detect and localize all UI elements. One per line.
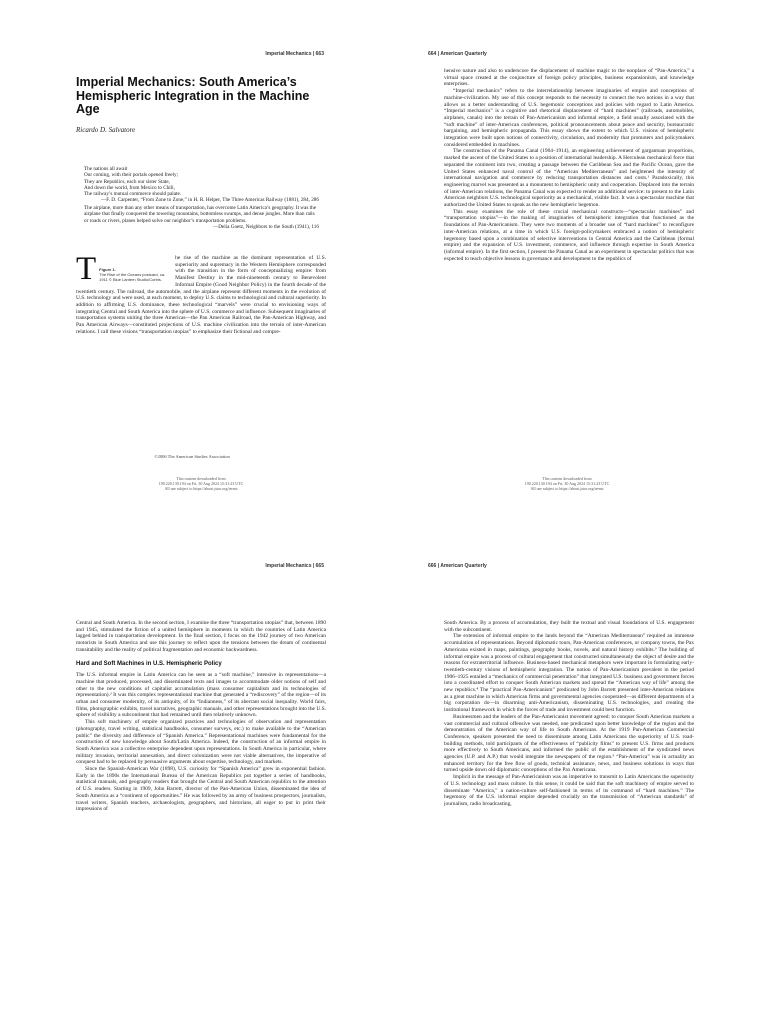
body-text	[444, 620, 694, 1024]
footer-line: All use subject to https://about.jstor.org/terms	[164, 485, 238, 491]
running-head: Imperial Mechanics | 663	[265, 51, 324, 57]
body-paragraph: South America. By a process of accumulation, they built the textual and visual foundations of U.S. engagement with the subcontinent.	[444, 620, 694, 633]
running-head: Imperial Mechanics | 665	[265, 563, 324, 569]
body-text	[444, 68, 694, 446]
epigraph-line: The nations all await	[84, 166, 128, 172]
article-title: Imperial Mechanics: South America’s Hemispheric Integration in the Machine Age	[76, 75, 310, 116]
body-paragraph: he rise of the machine as the dominant representation of U.S. superiority and supremacy in the Western Hemisphere corresponded with the transition in the form of conceptualizing empire: from Manifest Destiny in the mid-nineteenth century to Benevolent Informal Empire (Good Neighbor Policy) in the fourth decade of the twentieth century. The railroad, the automobile, and the airplane represent different moments in the evolution of U.S. technology and were used, at each moment, to deploy U.S. claims to technological and cultural superiority. In addition to affirming U.S. dominance, these technological “marvels” were crucial to envisioning ways of integrating Central and South America into the sphere of U.S. commerce and influence. Subsequent imaginaries of transportation systems uniting the three Americas—the Pan American Railroad, the Pan-American Highway, and Pan American Airways—constituted projections of U.S. machine civilization into the terrain of inter-American relations. I call these visions “transportation utopias” to emphasize their fictional and compre-	[76, 255, 326, 335]
epigraph-line: Our coming, with their portals opened freely;	[84, 172, 179, 179]
epigraph-text: The airplane, more than any other means of transportation, has overcome Latin America’s geography. It was the airplane that finally conquered the towering mountains, bottomless swamps, and dense jungles. More than rails or roads or rivers, planes helped solve our neighbor’s transportation problems.	[84, 205, 317, 224]
epigraph-line: The railway’s mutual commerce should palate.	[84, 191, 182, 198]
jstor-footer	[131, 477, 271, 491]
epigraph-line: And down the world, from Mexico to Chili,	[84, 184, 175, 191]
body-paragraph: Implicit in the message of Pan-Americanism was an imperative to transmit to Latin Americans the superiority of U.S. technology and mass culture. In this sense, it could be said that the soft machinery of empire served to disseminate “America,” a nation-culture self-fashioned in terms of its command of “hard machines.” The hegemony of the U.S. informal empire depended crucially on the transmission of “American standards” of journalism, radio broadcasting,	[444, 774, 694, 807]
epigraph-poem	[84, 166, 319, 204]
body-paragraph: This soft machinery of empire organized practices and technologies of observation and representation (photography, travel writing, statistical handbooks, consumer surveys, etc.) to make available to the “American public” the diversity and difference of “Spanish America.” Representational machines were fundamental for the construction of new knowledge about South/Latin America. Indeed, the construction of an informal empire in South America was a collective enterprise dependent upon representations. In South America in particular, where military invasion, territorial annexation, and direct colonization were not viable alternatives, the imperative of conquest had to be replaced by persuasive arguments about expertise, technology, and markets.	[76, 719, 326, 766]
page-666	[384, 512, 768, 1024]
body-paragraph: The U.S. informal empire in Latin America can be seen as a “soft machine,” intensive in representations—a machine that produced, processed, and disseminated texts and images to accommodate older notions of self and other to the new conditions of capitalist accumulation (mass consumer capitalism and its technologies of representation).² It was this complex representational machine that generated a “rediscovery” of the region—of its urban and consumer modernity, of its antiquity, of its “Indianness,” of its aberrant social inequality. World fairs, films, photographic exhibits, travel narratives, geographic manuals, and other representations brought into the U.S. sphere of visibility a subcontinent that had remained until then relatively unknown.	[76, 672, 326, 719]
article-author: Ricardo D. Salvatore	[76, 126, 136, 134]
page-665	[0, 512, 384, 1024]
footer-line: All use subject to https://about.jstor.org/terms	[530, 485, 604, 491]
page-664	[384, 0, 768, 512]
body-paragraph: Since the Spanish-American War (1898), U.S. curiosity for “Spanish America” grew in exponential fashion. Early in the 1890s the International Bureau of the American Republics put together a series of handbooks, statistical manuals, and geography readers that brought the Central and South American republics to the attention of U.S. readers. Starting in 1909, John Barrett, director of the Pan-American Union, disseminated the idea of South America as a “continent of opportunities.” He was followed by an army of business prospectors, journalists, travel writers, Spanish teachers, archaeologists, geographers, and historians, all eager to put in print their impressions of	[76, 766, 326, 813]
body-text	[76, 620, 326, 1024]
drop-cap: T	[76, 255, 97, 287]
running-head: 666 | American Quarterly	[428, 563, 487, 569]
body-paragraph: This essay examines the role of these crucial mechanical constructs—“spectacular machines” and “transportation utopias”—in the making of imaginaries of hemispheric integration that functioned as the foundations of Pan-Americanism. They were two moments of a broader use of “hard machines” to reconfigure inter-American relations, at a time in which U.S. foreign-policymakers embraced a notion of hemispheric hegemony based upon a combination of selective interventions in Central America and the Caribbean (formal empire) and the expansion of U.S. investment, commerce, and influence through expertise in South America (informal empire). In the first section, I present the Panama Canal as an experiment in spectacular politics that was expected to teach objective lessons in governance and development to the republics of	[444, 208, 694, 262]
running-head: 664 | American Quarterly	[428, 51, 487, 57]
body-paragraph: Central and South America. In the second section, I examine the three “transportation utopias” that, between 1890 and 1945, stimulated the fiction of a united hemisphere in moments in which the countries of Latin America lagged behind in transportation development. In the final section, I focus on the 1942 journey of two American motorists in South America and use this journey to reflect upon the tensions between the dream of continental transitability and the reality of political fragmentation and economic backwardness.	[76, 620, 326, 653]
footer-line: 190.220.130.194 on Fri, 30 Aug 2024 15:31:23 UTC	[524, 480, 610, 486]
figure-caption-text: The Rise of the Oceans postcard, ca. 1911 © Blue Lantern Studio/Corbis.	[99, 272, 166, 282]
footer-line: This content downloaded from	[176, 476, 226, 481]
section-heading: Hard and Soft Machines in U.S. Hemispheric Policy	[76, 660, 222, 667]
jstor-footer	[497, 477, 637, 491]
body-paragraph: “Imperial mechanics” refers to the interrelationship between imaginaries of empire and conceptions of machine-civilization. My use of this concept responds to the necessity to connect the two notions in a way that allows us a better understanding of U.S. hegemonic conceptions and policies with regard to Latin America. “Imperial mechanics” is a cognitive and rhetorical displacement of “hard machines” (railroads, automobiles, airplanes, canals) into the terrain of Pan-Americanism and informal empire, a field usually associated with the “soft machine” of inter-American conferences, political pronouncements about peace and security, bureaucratic bargaining, and hemispheric propaganda. This essay shows the extent to which U.S. visions of hemispheric integration were built upon notions of connectivity, circulation, and modernity that promoters and policymakers considered embedded in machines.	[444, 88, 694, 148]
page-663	[0, 0, 384, 512]
epigraph-attribution: —Delia Goetz, Neighbors to the South (1941), 116	[213, 223, 319, 230]
epigraph-line: They are Republics, each our sister State,	[84, 178, 170, 185]
copyright: ©2006 The American Studies Association	[154, 454, 230, 459]
figure-label: Figure 1.	[99, 267, 116, 272]
footer-line: This content downloaded from	[542, 476, 592, 481]
epigraph-prose	[84, 205, 319, 230]
figure-caption	[99, 267, 169, 282]
body-paragraph: hensive nature and also to underscore the displacement of machine magic to the nonplace of “Pan-America,” a virtual space created at the conjuncture of foreign policy principles, business expansionism, and knowledge enterprises.	[444, 68, 694, 88]
footer-line: 190.220.130.194 on Fri, 30 Aug 2024 15:31:23 UTC	[158, 480, 244, 486]
body-paragraph: The extension of informal empire to the lands beyond the “American Mediterranean” required an immense accumulation of representations. Beyond diplomatic tours, Pan-American conferences, or company towns, the Pax Americana existed in maps, paintings, geography books, novels, and natural history exhibits.³ The building of informal empire was a process of cultural engagement that constructed simultaneously the object of desire and the reasons for extraterritorial influence. Business-based mechanical metaphors were important in formulating early-twentieth-century visions of hemispheric integration. The notion of Pan-Americanism prevalent in the period 1906–1925 entailed a “mechanics of commercial penetration” that integrated U.S. business and government forces into a coordinated effort to conquer South American markets and spread the “American way of life” among the new republics.⁴ The “practical Pan-Americanism” predicated by John Barrett presented inter-American relations as a great machine in which American firms and governmental agencies cooperated—as different departments of a big corporation do—in disarming anti-Americanism, disseminating U.S. technologies, and creating the institutional framework in which the forces of trade and investment could best function.	[444, 633, 694, 714]
body-text	[76, 255, 326, 420]
body-paragraph: The construction of the Panama Canal (1904–1914), an engineering achievement of gargantuan proportions, marked the ascent of the United States to a position of international leadership. A Herculean mechanical force that separated the continent into two, creating a passage between the Caribbean Sea and the Pacific Ocean, gave the United States enhanced naval control of the “American Mediterranean” and heightened the intensity of international navigation and commerce by reducing transportation distances and costs.¹ Paradoxically, this engineering marvel was presented as a monument to hemispheric unity and cooperation. Displaced into the terrain of inter-American relations, the Panama Canal was expected to render an additional service: to present to the Latin American neighbors U.S. technological superiority as a mechanical, visible fact. It was a spectacular machine that authorized the United States to speak as the new hemispheric hegemon.	[444, 148, 694, 209]
body-paragraph: Businessmen and the leaders of the Pan-Americanist movement agreed: to conquer South American markets a vast commercial and cultural offensive was needed, one predicated upon better knowledge of the region and the demonstration of the American way of life to South Americans. At the 1919 Pan-American Commercial Conference, speakers presented the need to disseminate among Latin Americans the superiority of U.S. road-building methods, told participants of the effectiveness of “publicity films” to present U.S. firms and products more effectively to South Americans, and informed the public of the establishment of the syndicated news agencies (U.P. and A.P.) that would integrate the newspapers of the region.⁵ “Pan-America” was in actuality an enhanced territory for the free flow of goods, technical assistance, news, and business solutions in ways that turned upside down old diplomatic conceptions of the Pax Americana.	[444, 713, 694, 774]
epigraph-attribution: —F. D. Carpenter, “From Zone to Zone,” in H. R. Helper, The Three Americas Railway (1881), 284, 286	[101, 197, 319, 204]
